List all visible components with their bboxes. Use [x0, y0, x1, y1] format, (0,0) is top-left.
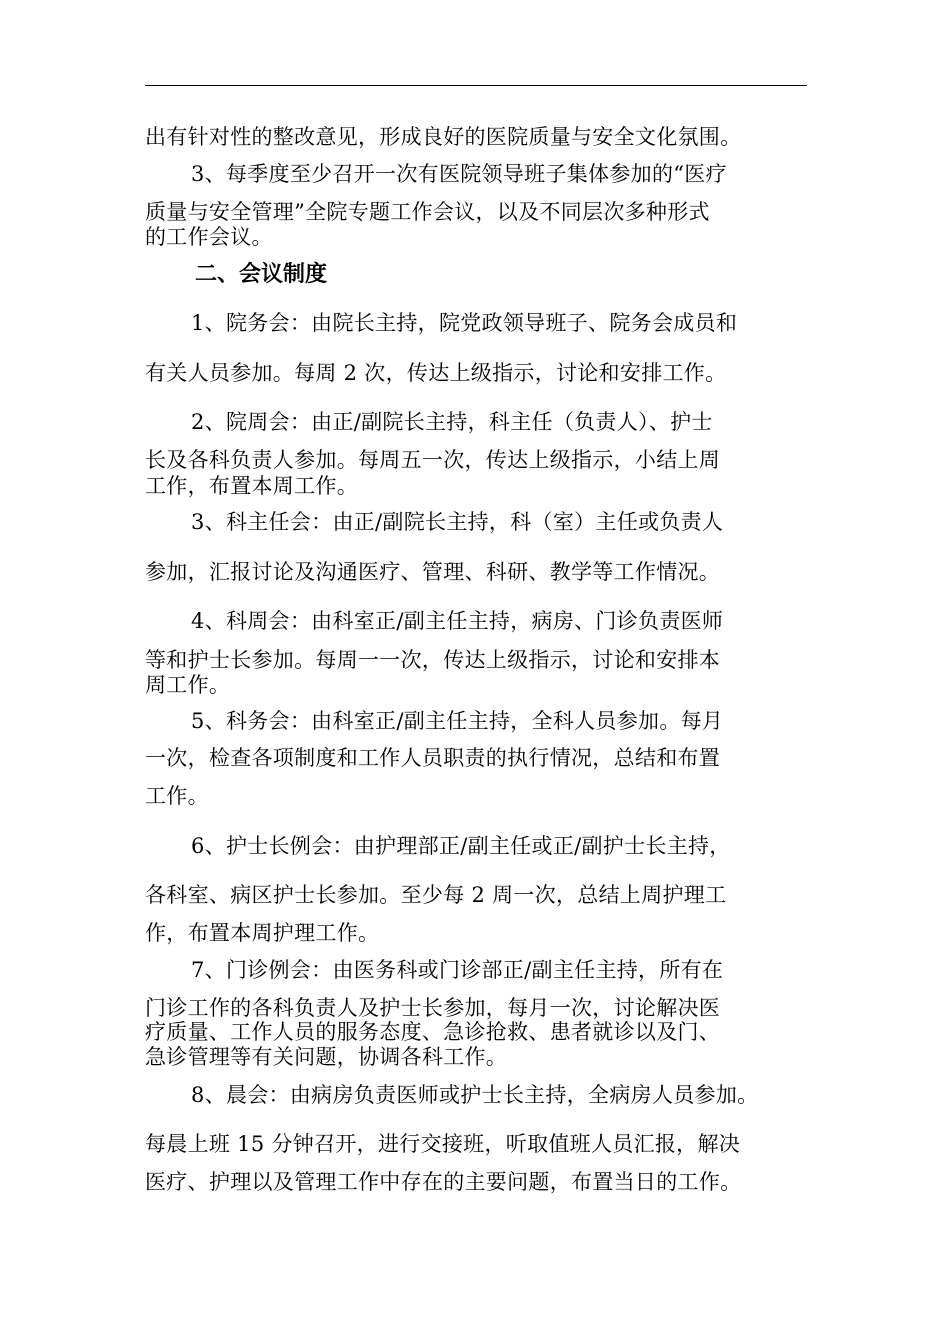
text-line: 5、科务会：由科室正/副主任主持，全科人员参加。每月: [191, 709, 724, 733]
text-line: 作，布置本周护理工作。: [145, 921, 380, 945]
text-line: 有关人员参加。每周 2 次，传达上级指示，讨论和安排工作。: [145, 361, 727, 385]
text-line: 3、科主任会：由正/副院长主持，科（室）主任或负责人: [191, 510, 724, 534]
text-line: 的工作会议。: [145, 225, 273, 249]
text-line: 周工作。: [145, 673, 231, 697]
text-line: 参加，汇报讨论及沟通医疗、管理、科研、教学等工作情况。: [145, 560, 721, 584]
text-line: 4、科周会：由科室正/副主任主持，病房、门诊负责医师: [191, 609, 724, 633]
text-line: 2、院周会：由正/副院长主持，科主任（负责人）、护士: [191, 410, 713, 434]
section-heading: 二、会议制度: [195, 262, 328, 287]
text-line: 工作，布置本周工作。: [145, 474, 358, 498]
text-line: 医疗、护理以及管理工作中存在的主要问题，布置当日的工作。: [145, 1170, 742, 1194]
text-line: 各科室、病区护士长参加。至少每 2 周一次，总结上周护理工: [145, 883, 727, 907]
text-line: 8、晨会：由病房负责医师或护士长主持，全病房人员参加。: [191, 1083, 759, 1107]
text-line: 1、院务会：由院长主持，院党政领导班子、院务会成员和: [191, 311, 738, 335]
text-line: 3、每季度至少召开一次有医院领导班子集体参加的“医疗: [191, 162, 727, 186]
header-rule: [145, 85, 807, 86]
text-line: 疗质量、工作人员的服务态度、急诊抢救、患者就诊以及门、: [145, 1020, 721, 1044]
text-line: 等和护士长参加。每周一一次，传达上级指示，讨论和安排本: [145, 648, 721, 672]
text-line: 质量与安全管理”全院专题工作会议，以及不同层次多种形式: [145, 200, 710, 224]
text-line: 工作。: [145, 784, 209, 808]
text-line: 急诊管理等有关问题，协调各科工作。: [145, 1045, 508, 1069]
text-line: 每晨上班 15 分钟召开，进行交接班，听取值班人员汇报，解决: [145, 1132, 741, 1156]
text-line: 长及各科负责人参加。每周五一次，传达上级指示，小结上周: [145, 448, 721, 472]
text-line: 7、门诊例会：由医务科或门诊部正/副主任主持，所有在: [191, 958, 724, 982]
text-line: 6、护士长例会：由护理部正/副主任或正/副护士长主持，: [191, 834, 731, 858]
text-line: 门诊工作的各科负责人及护士长参加，每月一次，讨论解决医: [145, 996, 721, 1020]
text-line: 一次，检查各项制度和工作人员职责的执行情况，总结和布置: [145, 746, 721, 770]
text-line: 出有针对性的整改意见，形成良好的医院质量与安全文化氛围。: [145, 125, 742, 149]
